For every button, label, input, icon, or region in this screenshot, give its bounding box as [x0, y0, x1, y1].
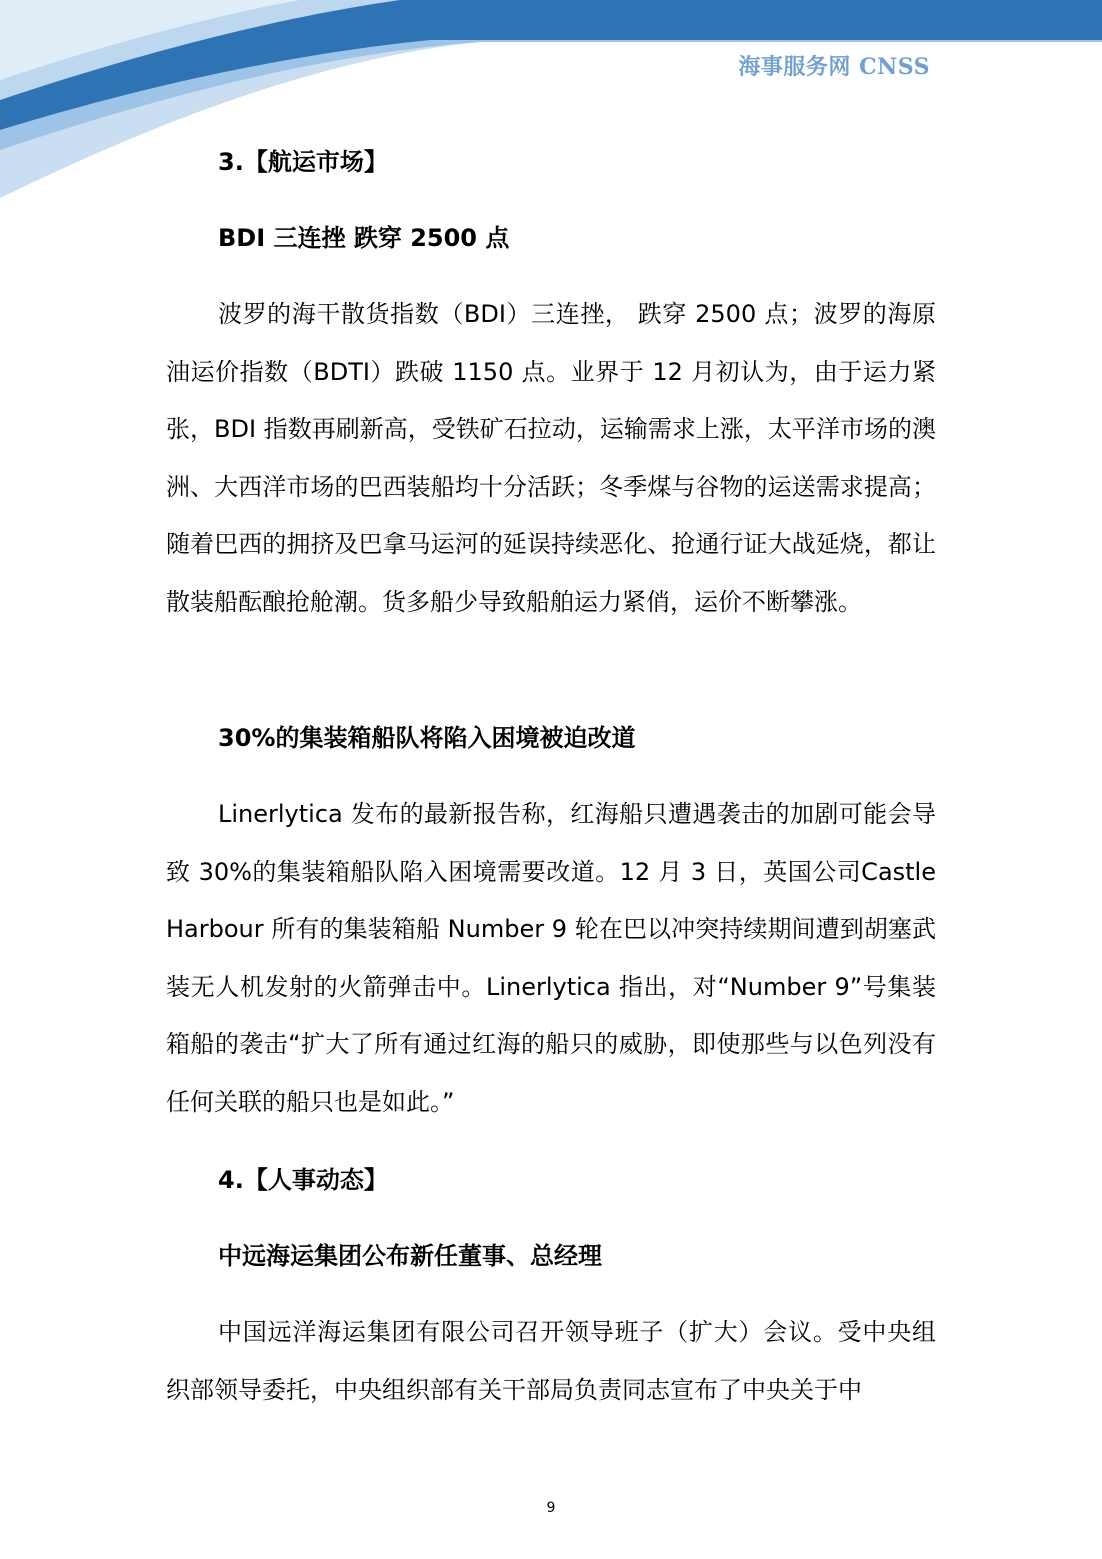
section-heading-personnel: 4.【人事动态】 [218, 1166, 388, 1194]
brand-logo-text: 海事服务网 CNSS [738, 54, 930, 80]
article-body-container-fleet: Linerlytica 发布的最新报告称，红海船只遭遇袭击的加剧可能会导致 30%的集装箱船队陷入困境需要改道。12 月 3 日，英国公司Castle Harbour 所有的集装箱船 Number 9 轮在巴以冲突持续期间遭到胡塞武装无人机发射的火箭弹击中。Linerlytica 指出，对“Number 9”号集装箱船的袭击“扩大了所有通过红海的船只的威胁，即使那些与以色列没有任何关联的船只也是如此。” [166, 800, 936, 1116]
article-title-cosco: 中远海运集团公布新任董事、总经理 [218, 1242, 602, 1270]
page-number: 9 [546, 1500, 556, 1516]
article-title-container-fleet: 30%的集装箱船队将陷入困境被迫改道 [218, 724, 636, 752]
header-wave-decoration [0, 0, 1102, 210]
article-body-bdi: 波罗的海干散货指数（BDI）三连挫， 跌穿 2500 点；波罗的海原油运价指数（BDTI）跌破 1150 点。业界于 12 月初认为，由于运力紧张，BDI 指数再刷新高，受铁矿石拉动，运输需求上涨，太平洋市场的澳洲、大西洋市场的巴西装船均十分活跃；冬季煤与谷物的运送需求提高；随着巴西的拥挤及巴拿马运河的延误持续恶化、抢通行证大战延烧，都让散装船酝酿抢舱潮。货多船少导致船舶运力紧俏，运价不断攀涨。 [166, 300, 936, 616]
article-body-cosco: 中国远洋海运集团有限公司召开领导班子（扩大）会议。受中央组织部领导委托，中央组织部有关干部局负责同志宣布了中央关于中 [166, 1318, 936, 1404]
article-title-bdi: BDI 三连挫 跌穿 2500 点 [218, 224, 510, 252]
section-heading-shipping: 3.【航运市场】 [218, 148, 388, 176]
